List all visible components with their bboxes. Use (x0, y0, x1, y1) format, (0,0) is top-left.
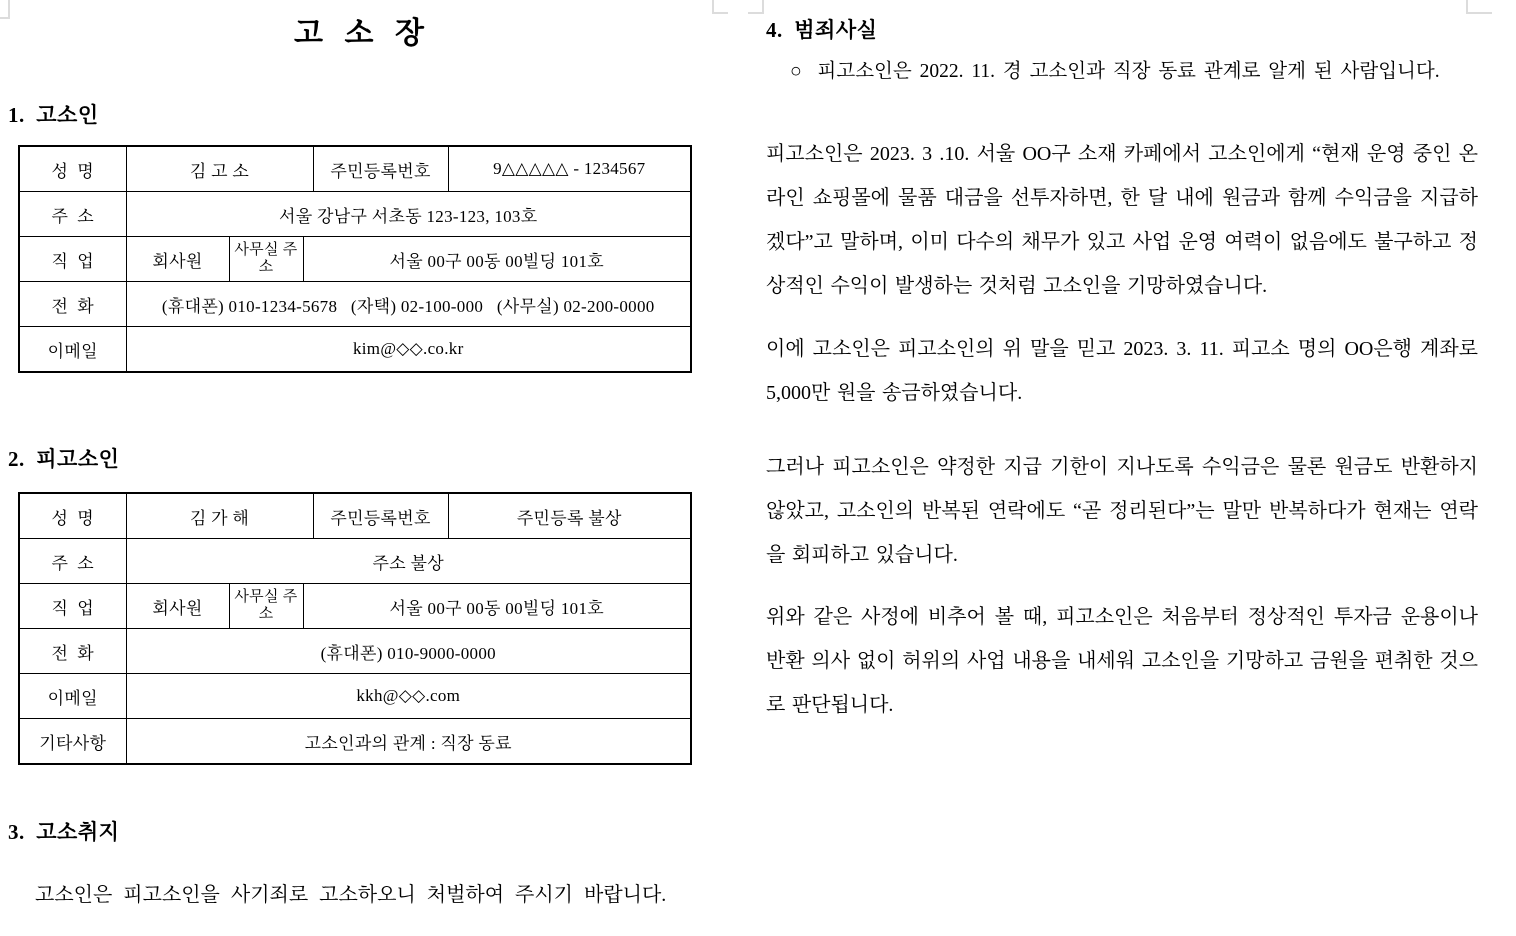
accused-job-value: 회사원 (126, 584, 229, 629)
page-2 (766, 0, 1478, 936)
accused-rrn-label: 주민등록번호 (313, 493, 448, 539)
page-corner-mark-center-right (748, 0, 764, 14)
accused-office-value: 서울 00구 00동 00빌딩 101호 (303, 584, 691, 629)
complainant-rrn-label: 주민등록번호 (313, 146, 448, 192)
complainant-office-label: 사무실 주소 (229, 237, 303, 282)
table-row (19, 539, 691, 584)
accused-job-label: 직 업 (19, 584, 126, 629)
section-4-paragraph-2: 이에 고소인은 피고소인의 위 말을 믿고 2023. 3. 11. 피고소 명의 OO은행 계좌로 5,000만 원을 송금하였습니다. (766, 338, 1478, 404)
page-1 (8, 0, 710, 936)
table-row (19, 237, 691, 282)
section-4-paragraph-4: 위와 같은 사정에 비추어 볼 때, 피고소인은 처음부터 정상적인 투자금 운용이나 반환 의사 없이 허위의 사업 내용을 내세워 고소인을 기망하고 금원을 편취한 것으로 판단됩니다. (766, 606, 1478, 716)
accused-address-label: 주 소 (19, 539, 126, 584)
table-row (19, 192, 691, 237)
accused-address-value: 주소 불상 (126, 539, 691, 584)
accused-etc-value: 고소인과의 관계 : 직장 동료 (126, 719, 691, 765)
table-row (19, 282, 691, 327)
accused-table (18, 492, 692, 765)
complainant-job-label: 직 업 (19, 237, 126, 282)
section-4-heading: 4. 범죄사실 (766, 18, 878, 42)
table-row (19, 584, 691, 629)
accused-rrn-value: 주민등록 불상 (448, 493, 691, 539)
section-2-heading: 2. 피고소인 (8, 447, 120, 471)
section-1-heading: 1. 고소인 (8, 103, 99, 127)
complainant-email-value: kim@◇◇.co.kr (126, 327, 691, 373)
complainant-phone-label: 전 화 (19, 282, 126, 327)
complainant-name-value: 김 고 소 (126, 146, 313, 192)
page-corner-mark-center-left (712, 0, 728, 14)
section-4-paragraph-1: 피고소인은 2023. 3 .10. 서울 OO구 소재 카페에서 고소인에게 “현재 운영 중인 온라인 쇼핑몰에 물품 대금을 선투자하면, 한 달 내에 원금과 함께 수익금을 지급하겠다”고 말하며, 이미 다수의 채무가 있고 사업 운영 여력이 없음에도 불구하고 정상적인 수익이 발생하는 것처럼 고소인을 기망하였습니다. (766, 143, 1478, 297)
section-3-body: 고소인은 피고소인을 사기죄로 고소하오니 처벌하여 주시기 바랍니다. (35, 884, 667, 906)
section-4-paragraph-3: 그러나 피고소인은 약정한 지급 기한이 지나도록 수익금은 물론 원금도 반환하지 않았고, 고소인의 반복된 연락에도 “곧 정리된다”는 말만 반복하다가 현재는 연락을 회피하고 있습니다. (766, 456, 1478, 566)
complainant-email-label: 이메일 (19, 327, 126, 373)
table-row (19, 629, 691, 674)
accused-phone-label: 전 화 (19, 629, 126, 674)
section-4-bullet-item: ○ 피고소인은 2022. 11. 경 고소인과 직장 동료 관계로 알게 된 사람입니다. (790, 61, 1440, 82)
accused-phone-value: (휴대폰) 010-9000-0000 (126, 629, 691, 674)
accused-email-value: kkh@◇◇.com (126, 674, 691, 719)
accused-name-label: 성 명 (19, 493, 126, 539)
complainant-address-value: 서울 강남구 서초동 123-123, 103호 (126, 192, 691, 237)
table-row (19, 493, 691, 539)
table-row (19, 719, 691, 765)
complainant-office-value: 서울 00구 00동 00빌딩 101호 (303, 237, 691, 282)
accused-office-label: 사무실 주소 (229, 584, 303, 629)
accused-name-value: 김 가 해 (126, 493, 313, 539)
section-3-heading: 3. 고소취지 (8, 820, 120, 844)
complainant-phone-value: (휴대폰) 010-1234-5678 (자택) 02-100-000 (사무실) 02-200-0000 (126, 282, 691, 327)
complainant-name-label: 성 명 (19, 146, 126, 192)
complainant-job-value: 회사원 (126, 237, 229, 282)
accused-etc-label: 기타사항 (19, 719, 126, 765)
document-title: 고 소 장 (294, 17, 424, 50)
complainant-address-label: 주 소 (19, 192, 126, 237)
complainant-table (18, 145, 692, 373)
table-row (19, 674, 691, 719)
table-row (19, 327, 691, 373)
complainant-rrn-value: 9△△△△△ - 1234567 (448, 146, 691, 192)
accused-email-label: 이메일 (19, 674, 126, 719)
table-row (19, 146, 691, 192)
